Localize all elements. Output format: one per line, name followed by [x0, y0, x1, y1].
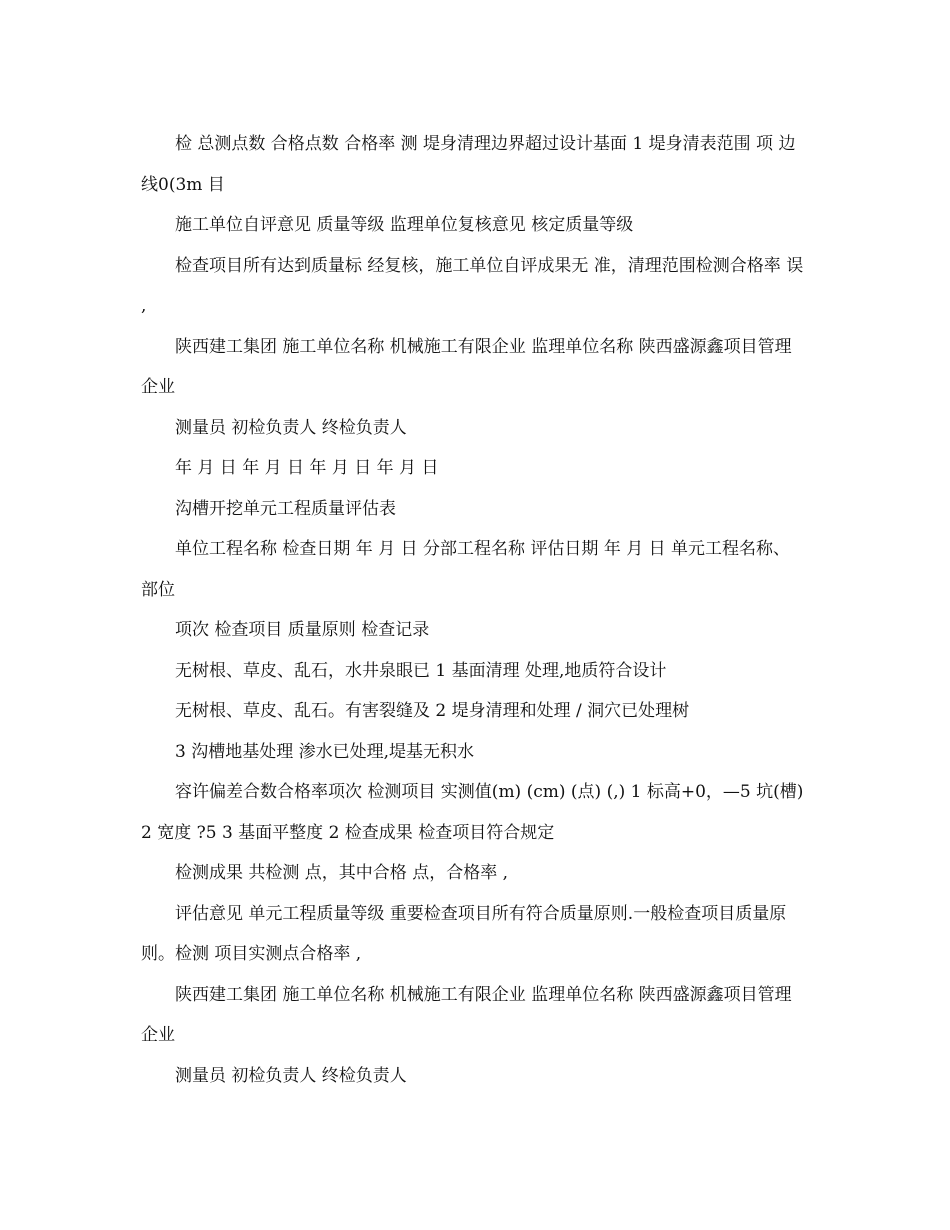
paragraph-signatories: 测量员 初检负责人 终检负责人 — [175, 417, 407, 438]
paragraph-unit-names: 陕西建工集团 施工单位名称 机械施工有限企业 监理单位名称 陕西盛源鑫项目管理企业 — [141, 336, 792, 397]
paragraph-table-header: 项次 检查项目 质量原则 检查记录 — [175, 620, 430, 640]
paragraph-tolerance-table: 容许偏差合数合格率项次 检测项目 实测值(m) (cm) (点) (,) 1 标高+0，—5 坑(槽) 2 宽度 ?5 3 基面平整度 2 检查成果 检查项目符合规定 — [141, 782, 809, 843]
paragraph-item-1: 无树根、草皮、乱石，水井泉眼已 1 基面清理 处理,地质符合设计 — [175, 660, 667, 681]
paragraph-signatories-2: 测量员 初检负责人 终检负责人 — [175, 1065, 407, 1086]
paragraph-test-results: 检测成果 共检测 点，其中合格 点，合格率 , — [175, 863, 509, 883]
paragraph-evaluation: 评估意见 单元工程质量等级 重要检查项目所有符合质量原则.一般检查项目质量原则。检测 项目实测点合格率 , — [141, 903, 787, 964]
paragraph-opinion-headers: 施工单位自评意见 质量等级 监理单位复核意见 核定质量等级 — [175, 215, 634, 235]
paragraph-item-2: 无树根、草皮、乱石。有害裂缝及 2 堤身清理和处理 / 洞穴已处理树 — [175, 701, 690, 721]
paragraph-dates: 年 月 日 年 月 日 年 月 日 年 月 日 — [175, 458, 439, 478]
paragraph-unit-names-2: 陕西建工集团 施工单位名称 机械施工有限企业 监理单位名称 陕西盛源鑫项目管理企业 — [141, 984, 792, 1045]
paragraph-form-title: 沟槽开挖单元工程质量评估表 — [175, 498, 396, 519]
paragraph-review-result: 检查项目所有达到质量标 经复核，施工单位自评成果无 准，清理范围检测合格率 误 , — [141, 255, 809, 316]
paragraph-project-info: 单位工程名称 检查日期 年 月 日 分部工程名称 评估日期 年 月 日 单元工程名称、部位 — [141, 539, 791, 600]
document-body — [141, 124, 809, 1096]
paragraph-item-3: 3 沟槽地基处理 渗水已处理,堤基无积水 — [175, 741, 475, 762]
paragraph-inspection-points: 检 总测点数 合格点数 合格率 测 堤身清理边界超过设计基面 1 堤身清表范围 项 边线0(3m 目 — [141, 134, 796, 195]
